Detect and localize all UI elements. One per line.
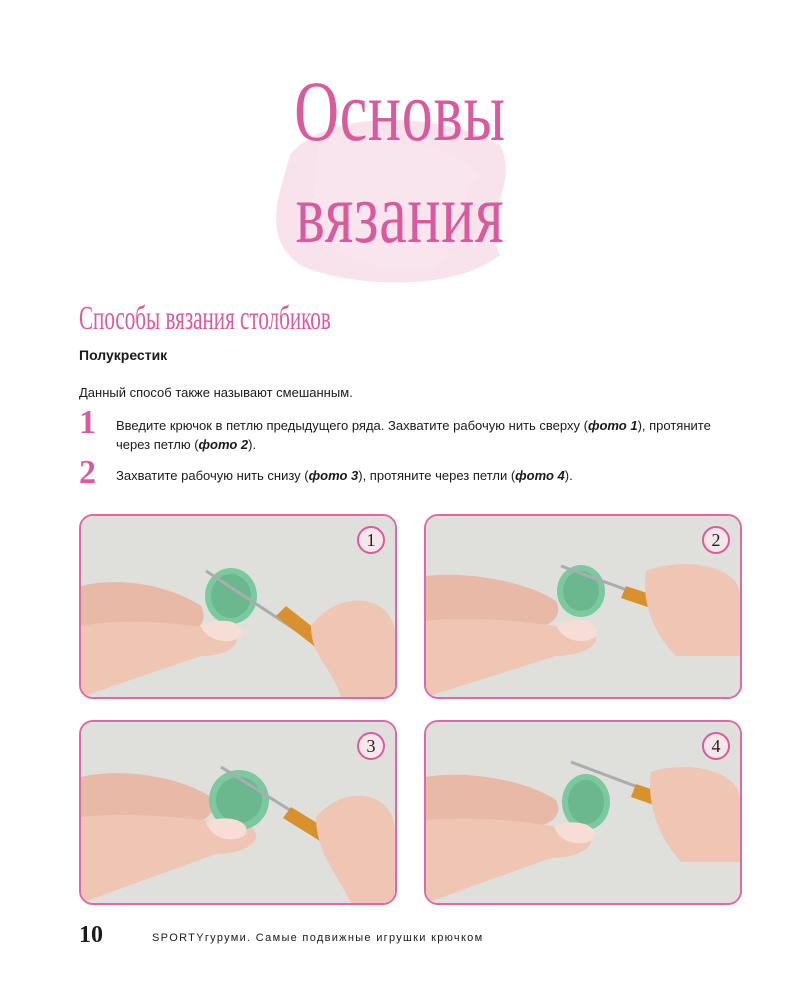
photo-ref: фото 3: [308, 468, 359, 483]
footer-book-title: SPORTYгуруми. Самые подвижные игрушки крючком: [152, 932, 484, 944]
photo-ref: фото 4: [515, 468, 565, 483]
step-2: [79, 456, 739, 490]
photo-2: [424, 514, 742, 699]
photo-illustration: [81, 722, 395, 903]
page-number: 10: [79, 922, 103, 948]
photo-illustration: [426, 722, 740, 903]
photo-1: [79, 514, 397, 699]
intro-text: Данный способ также называют смешанным.: [79, 385, 353, 400]
photo-ref: фото 2: [198, 437, 249, 452]
photo-badge: 1: [357, 526, 385, 554]
page-title-line2: вязания: [295, 165, 505, 261]
photo-illustration: [81, 516, 395, 697]
photo-illustration: [426, 516, 740, 697]
photo-ref: фото 1: [587, 418, 638, 433]
step-text: Захватите рабочую нить снизу (фото 3), протяните через петли (фото 4).: [116, 468, 573, 483]
step-number: 1: [79, 404, 96, 441]
photo-badge: 2: [702, 526, 730, 554]
photo-badge: 3: [357, 732, 385, 760]
step-number: 2: [79, 454, 96, 491]
page-title-line1: Основы: [294, 63, 506, 159]
photo-4: [424, 720, 742, 905]
section-title: Способы вязания столбиков: [79, 300, 331, 337]
step-1: [79, 406, 739, 450]
subheading: Полукрестик: [79, 347, 168, 363]
photo-3: [79, 720, 397, 905]
photo-badge: 4: [702, 732, 730, 760]
step-text: Введите крючок в петлю предыдущего ряда. Захватите рабочую нить сверху (фото 1), протяните через петлю (фото 2).: [116, 418, 711, 452]
